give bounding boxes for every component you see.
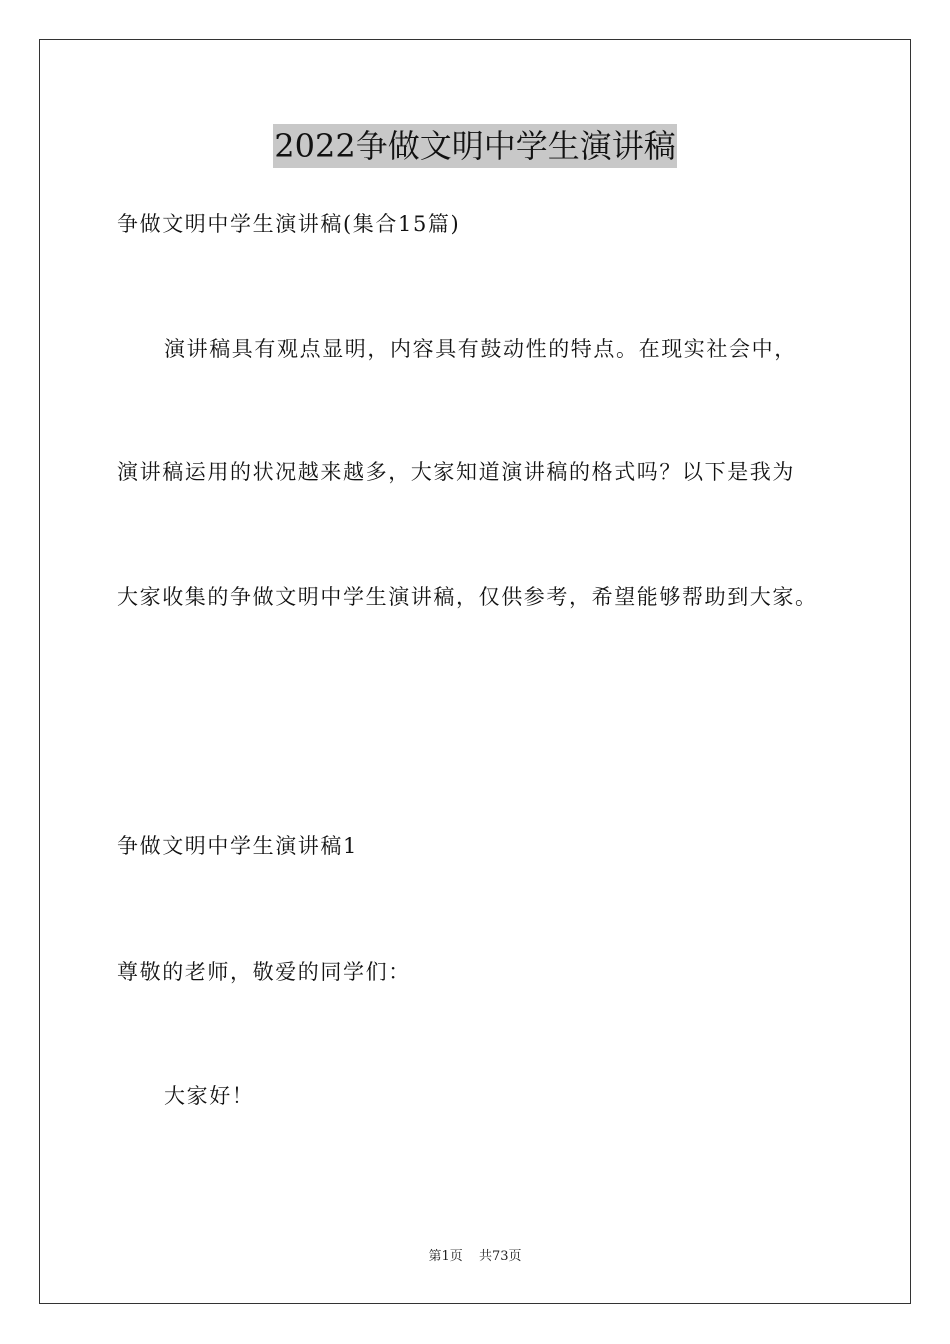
- title-container: [0, 124, 950, 168]
- greeting: 大家好！: [164, 1084, 255, 1108]
- document-title: 2022争做文明中学生演讲稿: [273, 124, 676, 168]
- page-footer: [0, 1248, 950, 1266]
- intro-line: 演讲稿具有观点显明，内容具有鼓动性的特点。在现实社会中，: [164, 337, 797, 361]
- intro-line: 大家收集的争做文明中学生演讲稿，仅供参考，希望能够帮助到大家。: [117, 585, 818, 609]
- page-number-current: 第1页: [428, 1249, 463, 1264]
- document-subtitle: 争做文明中学生演讲稿(集合15篇): [117, 212, 461, 236]
- page-number-total: 共73页: [478, 1249, 522, 1264]
- salutation: 尊敬的老师，敬爱的同学们：: [117, 960, 411, 984]
- section-heading: 争做文明中学生演讲稿1: [117, 834, 358, 858]
- intro-line: 演讲稿运用的状况越来越多，大家知道演讲稿的格式吗？以下是我为: [117, 460, 795, 484]
